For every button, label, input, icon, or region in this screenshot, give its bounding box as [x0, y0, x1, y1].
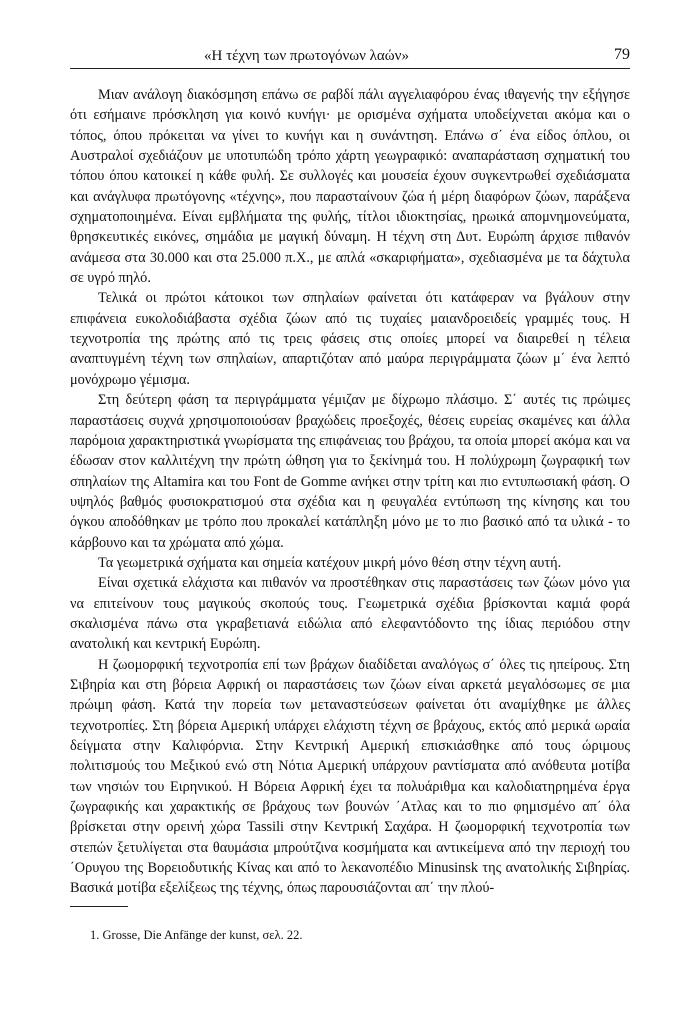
- running-title: «Η τέχνη των πρωτογόνων λαών»: [204, 48, 409, 64]
- paragraph: Μιαν ανάλογη διακόσμηση επάνω σε ραβδί πάλι αγγελιαφόρου ένας ιθαγενής την εξήγησε ότι εσήμαινε πρόσκληση για κοινό κυνήγι· με ορισμένα σχήματα υποδείχνεται ακόμα και ο τόπος, όπου πρόκειται να γίνει το κυνήγι και η συνάντηση. Επάνω σ΄ ένα είδος όπλου, οι Αυστραλοί σχεδιάζουν με υποτυπώδη τρόπο χάρτη γεωγραφικό: αναπαράσταση σχηματική του τόπου όπου κατοικεί η κάθε φυλή. Σε συλλογές και μουσεία έχουν συγκεντρωθεί σχεδιάσματα και ανάγλυφα πρωτόγονης «τέχνης», που παρασταίνουν ζώα ή μέρη διαφόρων ζώων, παράξενα σχηματοποιημένα. Είναι εμβλήματα της φυλής, τίτλοι ιδιοκτησίας, ηρωικά απομνημονεύματα, θρησκευτικές εικόνες, σημάδια με μαγική δύναμη. Η τέχνη στη Δυτ. Ευρώπη άρχισε πιθανόν ανάμεσα στα 30.000 και στα 25.000 π.Χ., με απλά «σκαριφήματα», σχεδιασμένα με τα δάχτυλα σε υγρό πηλό.: [70, 87, 630, 287]
- page-header: [70, 44, 630, 69]
- body-text: [70, 85, 630, 899]
- paragraph: Είναι σχετικά ελάχιστα και πιθανόν να προστέθηκαν στις παραστάσεις των ζώων μόνο για να επιτείνουν τους μαγικούς σκοπούς τους. Γεωμετρικά σχέδια βρίσκονται καμιά φορά σκαλισμένα πάνω στα γκραβετιανά ειδώλια από ελεφαντόδοντο της ίδιας περιόδου στην ανατολική και κεντρική Ευρώπη.: [70, 575, 630, 653]
- paragraph: Η ζωομορφική τεχνοτροπία επί των βράχων διαδίδεται αναλόγως σ΄ όλες τις ηπείρους. Στη Σιβηρία και στη βόρεια Αφρική οι παραστάσεις των ζώων είναι αρκετά μεγαλόσωμες σε μια πρώιμη φάση. Κατά την πορεία των μεταναστεύσεων φαίνεται ότι αναμίχθηκε με άλλες τεχνοτροπίες. Στη βόρεια Αμερική υπάρχει ελάχιστη τέχνη σε βράχους, εκτός από μερικά ωραία δείγματα στην Καλιφόρνια. Στην Κεντρική Αμερική επισκιάσθηκε από τους ώριμους πολιτισμούς του Μεξικού ενώ στη Νότια Αμερική υπάρχουν ραντίσματα από ανόθευτα μοτίβα των νησιών του Ειρηνικού. Η Βόρεια Αφρική έχει τα πολυάριθμα και καλοδιατηρημένα έργα ζωγραφικής και χαρακτικής σε βράχους των βουνών ΄Ατλας και το πιο φημισμένο απ΄ όλα βρίσκεται στην ορεινή χώρα Tassili στην Κεντρική Σαχάρα. Η ζωομορφική τεχνοτροπία των στεπών ξετυλίγεται στα θαυμάσια μπρούτζινα κοσμήματα και αντικείμενα από την περιοχή του ΄Ορυγου της Βορειοδυτικής Κίνας και από το λεκανοπέδιο Minusinsk της ανατολικής Σιβηρίας. Βασικά μοτίβα εξελίξεως της τέχνης, όπως παρουσιάζονται απ΄ την πλού-: [70, 656, 630, 897]
- page-number: 79: [614, 46, 630, 63]
- book-page: [70, 44, 630, 1004]
- paragraph: Στη δεύτερη φάση τα περιγράμματα γέμιζαν με δίχρωμο πλάσιμο. Σ΄ αυτές τις πρώιμες παραστάσεις συχνά χρησιμοποιούσαν βραχώδεις προεξοχές, θέσεις ευρείας σκαμένες και άλλα παρόμοια χαρακτηριστικά γνωρίσματα της επιφάνειας του βράχου, τα οποία μπορεί ακόμα και να έδωσαν στον καλλιτέχνη την πρώτη ώθηση για το ξεκίνημά του. Η πολύχρωμη ζωγραφική των σπηλαίων της Altamira και του Font de Gomme ανήκει στην τρίτη και πιο εντυπωσιακή φάση. Ο υψηλός βαθμός φυσιοκρατισμού στα σχέδια και η φευγαλέα εντύπωση της κίνησης και του όγκου αποδόθηκαν με τρόπο που προκαλεί κατάπληξη μόνο με το πιο βασικό από τα υλικά - το κάρβουνο και τα χρώματα από χώμα.: [70, 392, 630, 551]
- paragraph: Τα γεωμετρικά σχήματα και σημεία κατέχουν μικρή μόνο θέση στην τέχνη αυτή.: [98, 554, 562, 571]
- footnote: 1. Grosse, Die Anfänge der kunst, σελ. 22.: [90, 928, 303, 942]
- footnote-rule: [70, 906, 128, 907]
- paragraph: Τελικά οι πρώτοι κάτοικοι των σπηλαίων φαίνεται ότι κατάφεραν να βγάλουν στην επιφάνεια ευκολοδιάβαστα σχέδια ζώων από τις τυχαίες μαιανδροειδείς γραμμές τους. Η τεχνοτροπία της πρώτης από τις τρεις φάσεις στις οποίες μπορεί να διαιρεθεί η τέλεια αναπτυγμένη τέχνη των σπηλαίων, απαρτιζόταν από μαύρα περιγράμματα ζώων μ΄ ένα λεπτό μονόχρωμο γέμισμα.: [70, 290, 630, 388]
